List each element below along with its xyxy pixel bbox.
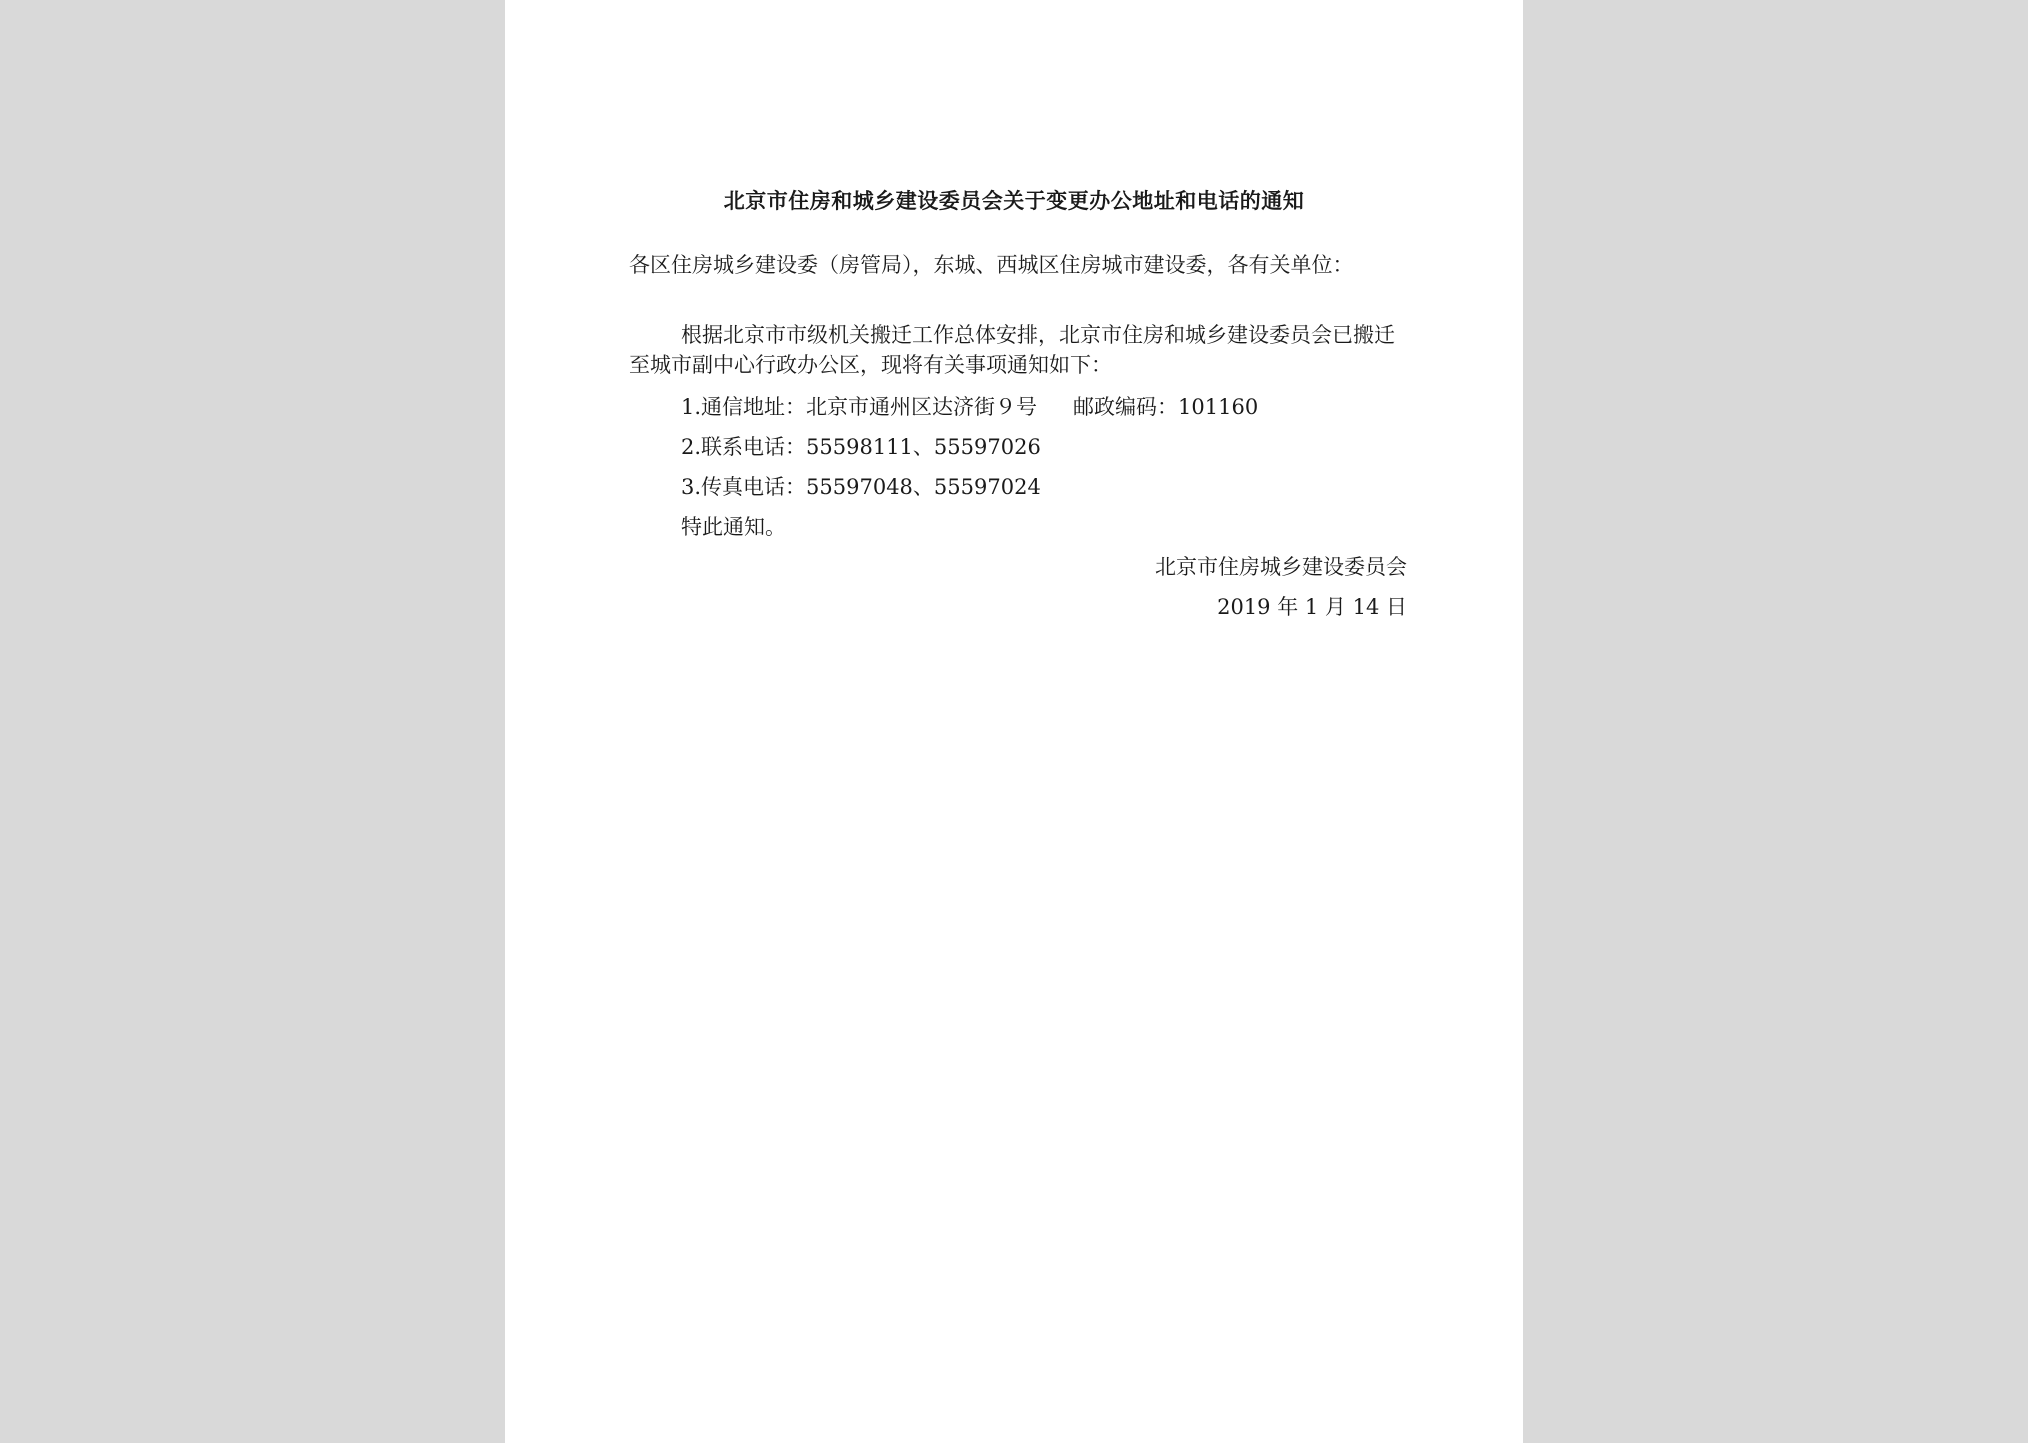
postal-code-text: 邮政编码：101160 (1073, 395, 1259, 419)
list-item-phone: 2.联系电话：55598111、55597026 (681, 435, 1041, 459)
list-item-address (681, 392, 1258, 422)
address-text: 1.通信地址：北京市通州区达济街９号 (681, 395, 1038, 419)
salutation: 各区住房城乡建设委（房管局），东城、西城区住房城市建设委，各有关单位： (629, 253, 1354, 277)
intro-paragraph: 根据北京市市级机关搬迁工作总体安排，北京市住房和城乡建设委员会已搬迁至城市副中心行政办公区，现将有关事项通知如下： (629, 323, 1395, 377)
list-item-fax: 3.传真电话：55597048、55597024 (681, 475, 1041, 499)
closing-text: 特此通知。 (681, 515, 786, 539)
document-page (505, 0, 1523, 1443)
document-title: 北京市住房和城乡建设委员会关于变更办公地址和电话的通知 (723, 189, 1305, 213)
document-date: 2019 年 1 月 14 日 (1217, 595, 1407, 619)
signature: 北京市住房城乡建设委员会 (1155, 555, 1407, 579)
